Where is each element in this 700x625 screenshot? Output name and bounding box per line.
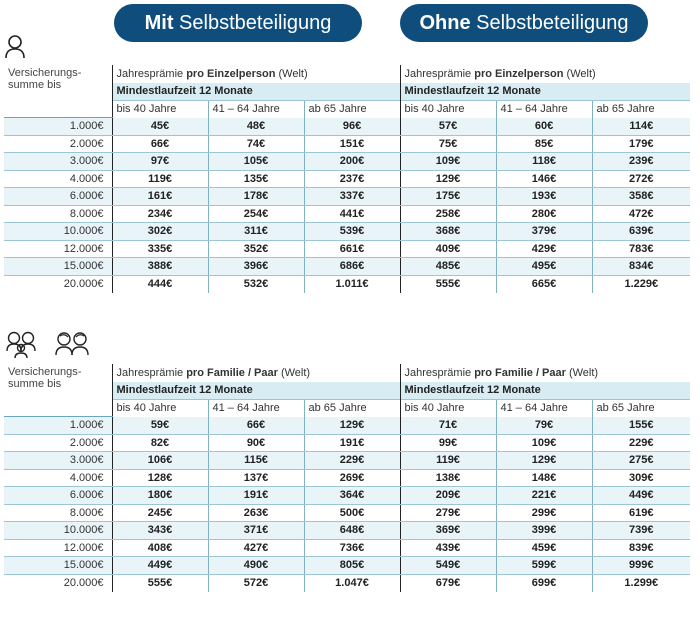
premium-ohne-2: 239€ (592, 153, 690, 171)
premium-ohne-0: 119€ (400, 452, 496, 470)
minimum-term-band-ohne: Mindestlaufzeit 12 Monate (400, 382, 690, 400)
insured-sum: 6.000€ (4, 188, 112, 206)
group-suffix: (Welt) (565, 366, 599, 379)
premium-ohne-1: 699€ (496, 574, 592, 592)
ohne-selbstbeteiligung-button[interactable]: Ohne Selbstbeteiligung (400, 4, 648, 42)
premium-ohne-1: 299€ (496, 504, 592, 522)
premium-ohne-0: 175€ (400, 188, 496, 206)
age-header-mit-2: ab 65 Jahre (304, 100, 400, 118)
premium-ohne-2: 834€ (592, 258, 690, 276)
group-suffix: (Welt) (277, 366, 311, 379)
premium-group-header-mit (112, 65, 400, 83)
premium-ohne-2: 739€ (592, 522, 690, 540)
premium-ohne-2: 309€ (592, 469, 690, 487)
table-row (4, 522, 690, 540)
premium-mit-2: 269€ (304, 469, 400, 487)
premium-mit-0: 335€ (112, 240, 208, 258)
premium-ohne-1: 148€ (496, 469, 592, 487)
table-row (4, 223, 690, 241)
premium-ohne-0: 279€ (400, 504, 496, 522)
age-header-ohne-1: 41 – 64 Jahre (496, 399, 592, 417)
premium-mit-1: 254€ (208, 205, 304, 223)
age-header-mit-1: 41 – 64 Jahre (208, 100, 304, 118)
premium-mit-0: 59€ (112, 417, 208, 435)
premium-ohne-1: 79€ (496, 417, 592, 435)
premium-ohne-2: 229€ (592, 434, 690, 452)
single-person-rates-table (4, 65, 690, 293)
premium-ohne-0: 439€ (400, 539, 496, 557)
premium-ohne-1: 599€ (496, 557, 592, 575)
premium-mit-0: 97€ (112, 153, 208, 171)
premium-mit-0: 82€ (112, 434, 208, 452)
premium-ohne-2: 1.229€ (592, 275, 690, 293)
table-row (4, 539, 690, 557)
premium-mit-2: 661€ (304, 240, 400, 258)
premium-group-header-ohne (400, 364, 690, 382)
sum-label-line-2: summe bis (8, 378, 62, 390)
premium-mit-1: 48€ (208, 118, 304, 136)
premium-mit-2: 1.011€ (304, 275, 400, 293)
premium-ohne-0: 485€ (400, 258, 496, 276)
table-row (4, 170, 690, 188)
premium-ohne-2: 619€ (592, 504, 690, 522)
group-suffix: (Welt) (563, 67, 596, 80)
family-couple-icon (4, 331, 104, 359)
premium-mit-2: 364€ (304, 487, 400, 505)
premium-mit-0: 449€ (112, 557, 208, 575)
table-row (4, 258, 690, 276)
minimum-term-band-ohne: Mindestlaufzeit 12 Monate (400, 83, 690, 101)
insured-sum: 12.000€ (4, 539, 112, 557)
premium-ohne-2: 275€ (592, 452, 690, 470)
premium-mit-2: 648€ (304, 522, 400, 540)
group-prefix: Jahresprämie (116, 366, 187, 379)
age-header-ohne-1: 41 – 64 Jahre (496, 100, 592, 118)
premium-ohne-1: 85€ (496, 135, 592, 153)
group-bold: pro Einzelperson (474, 67, 564, 80)
premium-ohne-0: 71€ (400, 417, 496, 435)
insured-sum: 3.000€ (4, 153, 112, 171)
single-person-icon (4, 34, 26, 60)
premium-mit-0: 555€ (112, 574, 208, 592)
age-header-ohne-2: ab 65 Jahre (592, 399, 690, 417)
premium-mit-1: 352€ (208, 240, 304, 258)
premium-mit-1: 572€ (208, 574, 304, 592)
group-prefix: Jahresprämie (404, 366, 475, 379)
premium-mit-0: 408€ (112, 539, 208, 557)
premium-ohne-2: 155€ (592, 417, 690, 435)
insured-sum: 8.000€ (4, 504, 112, 522)
premium-mit-2: 539€ (304, 223, 400, 241)
sum-label-line-1: Versicherungs- (8, 366, 82, 378)
premium-ohne-1: 495€ (496, 258, 592, 276)
premium-ohne-1: 118€ (496, 153, 592, 171)
premium-ohne-1: 60€ (496, 118, 592, 136)
premium-mit-2: 500€ (304, 504, 400, 522)
premium-ohne-1: 129€ (496, 452, 592, 470)
premium-mit-2: 96€ (304, 118, 400, 136)
premium-mit-0: 161€ (112, 188, 208, 206)
premium-mit-1: 427€ (208, 539, 304, 557)
insured-sum: 4.000€ (4, 469, 112, 487)
premium-ohne-0: 138€ (400, 469, 496, 487)
premium-mit-1: 371€ (208, 522, 304, 540)
age-header-mit-2: ab 65 Jahre (304, 399, 400, 417)
premium-mit-2: 229€ (304, 452, 400, 470)
group-header-row (4, 65, 690, 83)
premium-ohne-1: 221€ (496, 487, 592, 505)
insured-sum: 12.000€ (4, 240, 112, 258)
group-prefix: Jahresprämie (116, 67, 187, 80)
premium-mit-0: 119€ (112, 170, 208, 188)
premium-ohne-1: 665€ (496, 275, 592, 293)
premium-ohne-2: 358€ (592, 188, 690, 206)
age-header-ohne-0: bis 40 Jahre (400, 100, 496, 118)
premium-mit-2: 441€ (304, 205, 400, 223)
insured-sum: 15.000€ (4, 557, 112, 575)
premium-ohne-2: 639€ (592, 223, 690, 241)
table-row (4, 504, 690, 522)
premium-mit-0: 388€ (112, 258, 208, 276)
premium-ohne-2: 1.299€ (592, 574, 690, 592)
insured-sum: 20.000€ (63, 577, 104, 589)
premium-mit-0: 66€ (112, 135, 208, 153)
group-bold: pro Familie / Paar (474, 366, 566, 379)
age-header-mit-0: bis 40 Jahre (112, 399, 208, 417)
age-header-mit-1: 41 – 64 Jahre (208, 399, 304, 417)
premium-ohne-1: 399€ (496, 522, 592, 540)
premium-mit-2: 1.047€ (304, 574, 400, 592)
premium-ohne-1: 193€ (496, 188, 592, 206)
premium-mit-2: 151€ (304, 135, 400, 153)
insured-sum: 3.000€ (4, 452, 112, 470)
premium-mit-1: 115€ (208, 452, 304, 470)
premium-mit-2: 200€ (304, 153, 400, 171)
premium-mit-0: 343€ (112, 522, 208, 540)
premium-ohne-0: 57€ (400, 118, 496, 136)
table-row (4, 452, 690, 470)
premium-ohne-2: 179€ (592, 135, 690, 153)
table-row (4, 275, 690, 293)
premium-ohne-2: 999€ (592, 557, 690, 575)
premium-ohne-0: 129€ (400, 170, 496, 188)
table-row (4, 574, 690, 592)
premium-mit-0: 245€ (112, 504, 208, 522)
premium-mit-2: 237€ (304, 170, 400, 188)
premium-mit-1: 178€ (208, 188, 304, 206)
premium-mit-0: 128€ (112, 469, 208, 487)
insured-sum: 1.000€ (4, 417, 112, 435)
table-row (4, 469, 690, 487)
table-row (4, 557, 690, 575)
premium-mit-1: 532€ (208, 275, 304, 293)
premium-ohne-1: 379€ (496, 223, 592, 241)
premium-ohne-0: 555€ (400, 275, 496, 293)
insured-sum: 2.000€ (4, 135, 112, 153)
family-couple-rates-table (4, 364, 690, 592)
table-row (4, 417, 690, 435)
premium-ohne-2: 272€ (592, 170, 690, 188)
insured-sum: 1.000€ (4, 118, 112, 136)
table-row (4, 487, 690, 505)
premium-mit-2: 191€ (304, 434, 400, 452)
premium-ohne-2: 839€ (592, 539, 690, 557)
premium-mit-1: 105€ (208, 153, 304, 171)
insured-sum: 20.000€ (63, 278, 104, 290)
premium-mit-1: 137€ (208, 469, 304, 487)
sum-column-label (4, 65, 112, 118)
sum-column-label (4, 364, 112, 417)
premium-mit-2: 129€ (304, 417, 400, 435)
premium-ohne-0: 75€ (400, 135, 496, 153)
premium-mit-0: 45€ (112, 118, 208, 136)
premium-mit-1: 191€ (208, 487, 304, 505)
age-header-ohne-2: ab 65 Jahre (592, 100, 690, 118)
sum-label-line-2: summe bis (8, 79, 62, 91)
table-row (4, 240, 690, 258)
premium-mit-2: 736€ (304, 539, 400, 557)
premium-ohne-0: 368€ (400, 223, 496, 241)
premium-ohne-0: 109€ (400, 153, 496, 171)
insured-sum: 2.000€ (4, 434, 112, 452)
premium-mit-2: 337€ (304, 188, 400, 206)
group-bold: pro Familie / Paar (186, 366, 278, 379)
premium-ohne-0: 99€ (400, 434, 496, 452)
premium-ohne-1: 146€ (496, 170, 592, 188)
premium-mit-1: 311€ (208, 223, 304, 241)
premium-ohne-1: 109€ (496, 434, 592, 452)
age-header-ohne-0: bis 40 Jahre (400, 399, 496, 417)
table-row (4, 188, 690, 206)
premium-ohne-0: 549€ (400, 557, 496, 575)
premium-mit-0: 234€ (112, 205, 208, 223)
insured-sum: 10.000€ (4, 522, 112, 540)
premium-ohne-0: 679€ (400, 574, 496, 592)
premium-mit-1: 90€ (208, 434, 304, 452)
minimum-term-band-mit: Mindestlaufzeit 12 Monate (112, 382, 400, 400)
premium-ohne-0: 209€ (400, 487, 496, 505)
premium-ohne-1: 280€ (496, 205, 592, 223)
premium-ohne-2: 114€ (592, 118, 690, 136)
table-row (4, 153, 690, 171)
insured-sum: 10.000€ (4, 223, 112, 241)
group-bold: pro Einzelperson (186, 67, 276, 80)
premium-ohne-2: 449€ (592, 487, 690, 505)
premium-mit-1: 66€ (208, 417, 304, 435)
premium-mit-2: 805€ (304, 557, 400, 575)
table-row (4, 205, 690, 223)
premium-mit-1: 74€ (208, 135, 304, 153)
premium-group-header-mit (112, 364, 400, 382)
premium-mit-0: 302€ (112, 223, 208, 241)
minimum-term-band-mit: Mindestlaufzeit 12 Monate (112, 83, 400, 101)
premium-mit-0: 180€ (112, 487, 208, 505)
premium-ohne-1: 459€ (496, 539, 592, 557)
premium-mit-0: 444€ (112, 275, 208, 293)
premium-mit-1: 396€ (208, 258, 304, 276)
premium-mit-2: 686€ (304, 258, 400, 276)
mit-selbstbeteiligung-button[interactable]: Mit Selbstbeteiligung (114, 4, 362, 42)
insured-sum: 15.000€ (4, 258, 112, 276)
premium-ohne-0: 369€ (400, 522, 496, 540)
premium-ohne-0: 258€ (400, 205, 496, 223)
premium-ohne-2: 783€ (592, 240, 690, 258)
premium-mit-1: 135€ (208, 170, 304, 188)
table-row (4, 135, 690, 153)
premium-group-header-ohne (400, 65, 690, 83)
premium-mit-1: 263€ (208, 504, 304, 522)
insured-sum: 6.000€ (4, 487, 112, 505)
table-row (4, 118, 690, 136)
insured-sum: 4.000€ (4, 170, 112, 188)
group-prefix: Jahresprämie (404, 67, 475, 80)
table-row (4, 434, 690, 452)
premium-mit-0: 106€ (112, 452, 208, 470)
sum-label-line-1: Versicherungs- (8, 67, 82, 79)
group-header-row (4, 364, 690, 382)
premium-ohne-1: 429€ (496, 240, 592, 258)
premium-ohne-0: 409€ (400, 240, 496, 258)
group-suffix: (Welt) (275, 67, 308, 80)
premium-ohne-2: 472€ (592, 205, 690, 223)
premium-mit-1: 490€ (208, 557, 304, 575)
insured-sum: 8.000€ (4, 205, 112, 223)
age-header-mit-0: bis 40 Jahre (112, 100, 208, 118)
